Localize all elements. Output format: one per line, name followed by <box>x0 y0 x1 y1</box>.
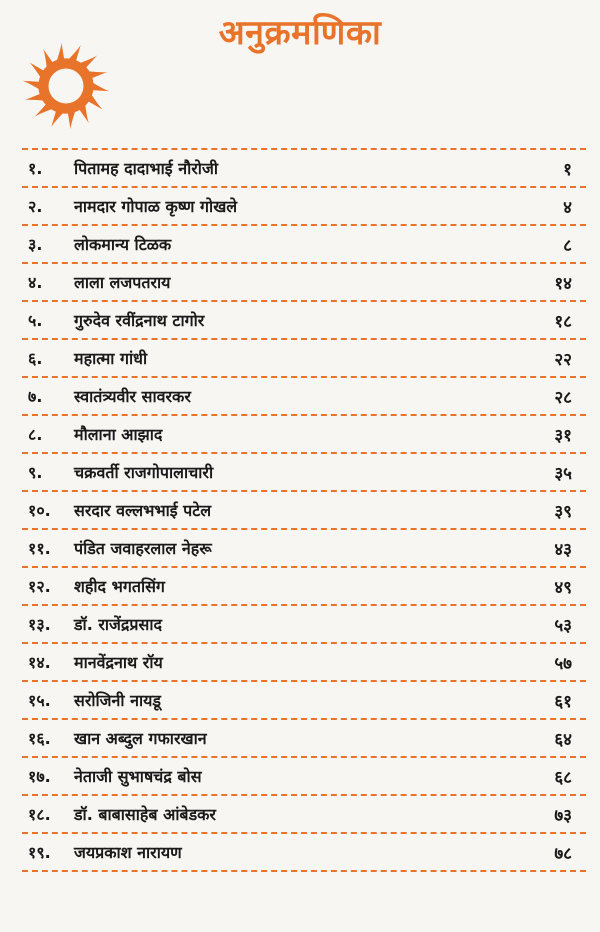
entry-title: नेताजी सुभाषचंद्र बोस <box>74 767 202 786</box>
entry-number: १२. <box>28 577 51 596</box>
toc-entry-left <box>28 499 211 521</box>
entry-page-number: ४३ <box>554 539 572 560</box>
toc-entry[interactable] <box>22 454 586 490</box>
toc-entry-left <box>28 651 163 673</box>
toc-entry[interactable] <box>22 302 586 338</box>
entry-number: १३. <box>28 615 51 634</box>
toc-entry[interactable] <box>22 758 586 794</box>
toc-entry[interactable] <box>22 796 586 832</box>
entry-title: चक्रवर्ती राजगोपालाचारी <box>74 463 214 482</box>
toc-entry-left <box>28 689 161 711</box>
entry-page-number: ६४ <box>554 729 572 750</box>
entry-number: १७. <box>28 767 51 786</box>
toc-entry[interactable] <box>22 606 586 642</box>
toc-entry[interactable] <box>22 834 586 870</box>
entry-title: गुरुदेव रवींद्रनाथ टागोर <box>74 311 205 330</box>
entry-page-number: ४९ <box>554 577 572 598</box>
entry-title: पितामह दादाभाई नौरोजी <box>74 159 218 178</box>
toc-entry[interactable] <box>22 340 586 376</box>
entry-number: २. <box>28 197 43 216</box>
dashed-separator <box>22 870 586 872</box>
entry-number: ५. <box>28 311 43 330</box>
entry-number: १४. <box>28 653 51 672</box>
entry-title: लाला लजपतराय <box>74 273 171 292</box>
entry-title: सरदार वल्लभभाई पटेल <box>74 501 212 520</box>
entry-number: ९. <box>28 463 43 482</box>
toc-entry[interactable] <box>22 188 586 224</box>
entry-title: शहीद भगतसिंग <box>74 577 165 596</box>
entry-number: ४. <box>28 273 43 292</box>
toc-entry-left <box>28 385 191 407</box>
entry-number: ११. <box>28 539 51 558</box>
toc-entry[interactable] <box>22 416 586 452</box>
toc-entry-left <box>28 575 165 597</box>
entry-title: डॉ. राजेंद्रप्रसाद <box>74 615 162 634</box>
entry-page-number: १ <box>563 159 572 180</box>
entry-page-number: २२ <box>554 349 572 370</box>
entry-title: डॉ. बाबासाहेब आंबेडकर <box>74 805 216 824</box>
toc-entry-left <box>28 271 170 293</box>
toc-entry[interactable] <box>22 226 586 262</box>
entry-title: सरोजिनी नायडू <box>74 691 161 710</box>
toc-entry-left <box>28 157 218 179</box>
entry-title: स्वातंत्र्यवीर सावरकर <box>74 387 191 406</box>
entry-number: १६. <box>28 729 51 748</box>
page-title: अनुक्रमणिका <box>218 13 382 53</box>
toc-entry-left <box>28 233 171 255</box>
entry-title: पंडित जवाहरलाल नेहरू <box>74 539 212 558</box>
entry-page-number: ३५ <box>554 463 572 484</box>
entry-page-number: ५७ <box>554 653 572 674</box>
entry-page-number: ३९ <box>554 501 572 522</box>
entry-number: १८. <box>28 805 51 824</box>
entry-number: १९. <box>28 843 51 862</box>
entry-page-number: ७३ <box>554 805 572 826</box>
sun-icon <box>20 40 112 132</box>
toc-entry[interactable] <box>22 492 586 528</box>
entry-number: ८. <box>28 425 43 444</box>
entry-page-number: १४ <box>554 273 572 294</box>
sun-ray <box>91 82 109 91</box>
entry-page-number: ५३ <box>554 615 572 636</box>
entry-page-number: ७८ <box>554 843 572 864</box>
entry-number: १. <box>28 159 43 178</box>
entry-title: खान अब्दुल गफारखान <box>74 729 207 748</box>
entry-page-number: ६१ <box>554 691 572 712</box>
toc-entry-left <box>28 727 207 749</box>
toc-entry[interactable] <box>22 568 586 604</box>
sun-ray <box>22 81 40 90</box>
entry-title: नामदार गोपाळ कृष्ण गोखले <box>74 197 238 216</box>
entry-page-number: ८ <box>563 235 572 256</box>
toc-entry-left <box>28 613 162 635</box>
toc-entry-left <box>28 195 237 217</box>
entry-page-number: ६८ <box>554 767 572 788</box>
toc-entry[interactable] <box>22 644 586 680</box>
toc-entry-left <box>28 765 202 787</box>
toc-entry[interactable] <box>22 150 586 186</box>
toc-entry[interactable] <box>22 720 586 756</box>
toc-entry-left <box>28 309 204 331</box>
toc-entry-left <box>28 423 162 445</box>
entry-title: महात्मा गांधी <box>74 349 148 368</box>
toc-entry-left <box>28 347 147 369</box>
entry-page-number: ४ <box>563 197 572 218</box>
entry-title: लोकमान्य टिळक <box>74 235 172 254</box>
entry-number: ६. <box>28 349 43 368</box>
entry-page-number: २८ <box>554 387 572 408</box>
toc-entry[interactable] <box>22 264 586 300</box>
toc-entry-left <box>28 841 182 863</box>
entry-number: १५. <box>28 691 51 710</box>
toc-entry[interactable] <box>22 378 586 414</box>
table-of-contents <box>22 148 586 872</box>
entry-number: ३. <box>28 235 43 254</box>
toc-entry[interactable] <box>22 682 586 718</box>
entry-title: मौलाना आझाद <box>74 425 163 444</box>
entry-page-number: १८ <box>554 311 572 332</box>
entry-title: मानवेंद्रनाथ रॉय <box>74 653 163 672</box>
entry-number: ७. <box>28 387 43 406</box>
toc-entry-left <box>28 461 213 483</box>
entry-title: जयप्रकाश नारायण <box>74 843 182 862</box>
entry-number: १०. <box>28 501 51 520</box>
toc-entry-left <box>28 537 212 559</box>
toc-entry-left <box>28 803 216 825</box>
toc-entry[interactable] <box>22 530 586 566</box>
entry-page-number: ३१ <box>554 425 572 446</box>
